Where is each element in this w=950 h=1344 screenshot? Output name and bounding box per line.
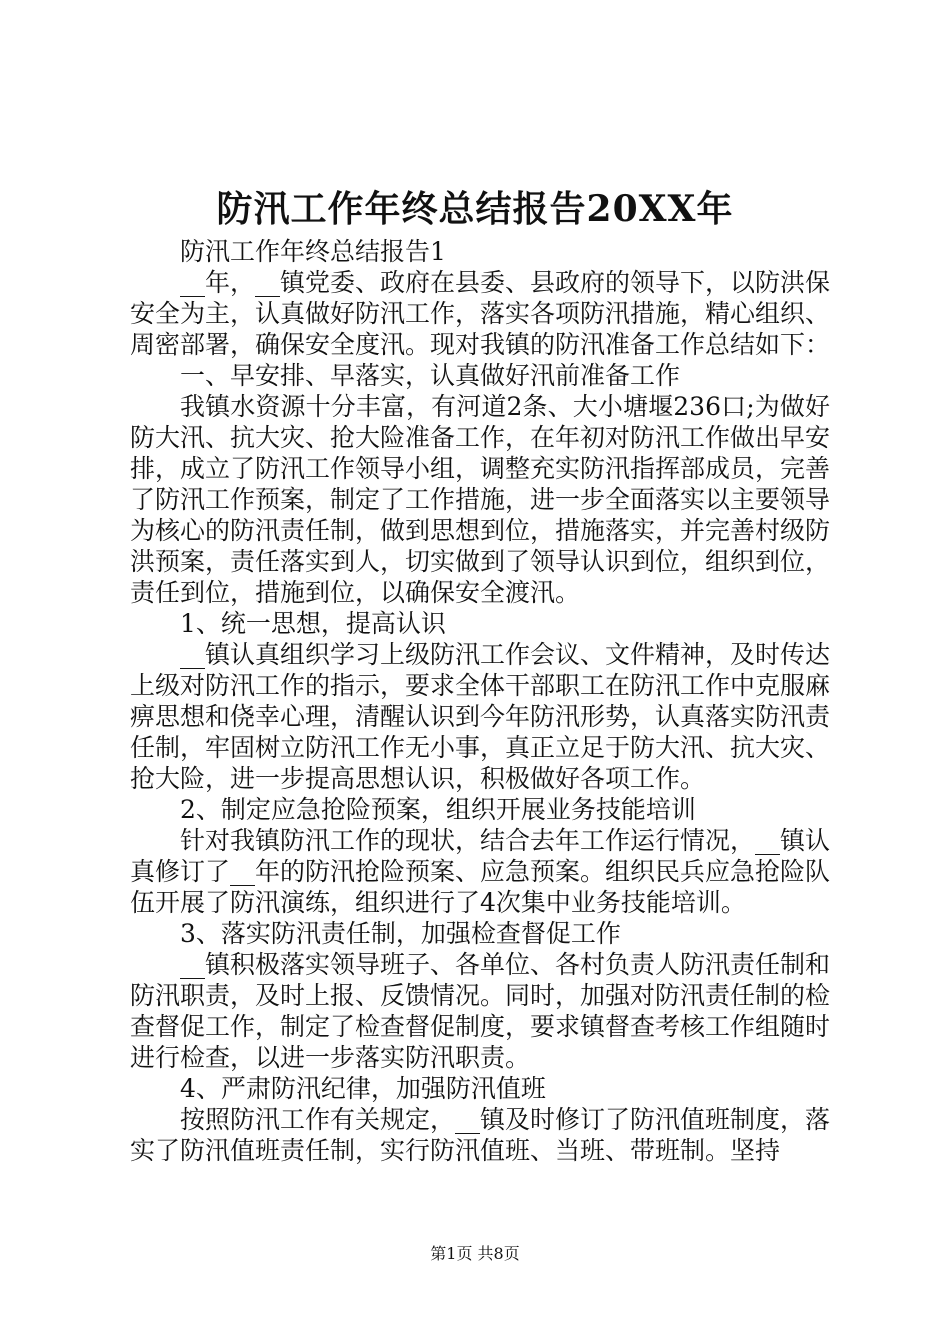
section-heading: 3、落实防汛责任制，加强检查督促工作 [180,919,621,948]
section-heading: 一、早安排、早落实，认真做好汛前准备工作 [180,361,681,390]
paragraph: 针对我镇防汛工作的现状，结合去年工作运行情况，__镇认真修订了__年的防汛抢险预案、应急预案。组织民兵应急抢险队伍开展了防汛演练，组织进行了4次集中业务技能培训。 [130,826,831,917]
section-heading: 2、制定应急抢险预案，组织开展业务技能培训 [180,795,696,824]
section-heading: 1、统一思想，提高认识 [180,609,446,638]
document-body [130,236,830,1166]
paragraph: 我镇水资源十分丰富，有河道2条、大小塘堰236口;为做好防大汛、抗大灾、抢大险准备工作，在年初对防汛工作做出早安排，成立了防汛工作领导小组，调整充实防汛指挥部成员，完善了防汛工作预案，制定了工作措施，进一步全面落实以主要领导为核心的防汛责任制，做到思想到位，措施落实，并完善村级防洪预案，责任落实到人，切实做到了领导认识到位，组织到位，责任到位，措施到位，以确保安全渡汛。 [130,392,831,607]
paragraph: 按照防汛工作有关规定，__镇及时修订了防汛值班制度，落实了防汛值班责任制，实行防汛值班、当班、带班制。坚持 [130,1105,831,1165]
paragraph: __年，__镇党委、政府在县委、县政府的领导下，以防洪保安全为主，认真做好防汛工作，落实各项防汛措施，精心组织、周密部署，确保安全度汛。现对我镇的防汛准备工作总结如下： [130,268,831,359]
document-title: 防汛工作年终总结报告20XX年 [216,188,734,230]
paragraph: __镇积极落实领导班子、各单位、各村负责人防汛责任制和防汛职责，及时上报、反馈情况。同时，加强对防汛责任制的检查督促工作，制定了检查督促制度，要求镇督查考核工作组随时进行检查，以进一步落实防汛职责。 [130,950,831,1072]
page-footer: 第1页 共8页 [430,1244,520,1263]
paragraph: __镇认真组织学习上级防汛工作会议、文件精神，及时传达上级对防汛工作的指示，要求全体干部职工在防汛工作中克服麻痹思想和侥幸心理，清醒认识到今年防汛形势，认真落实防汛责任制，牢固树立防汛工作无小事，真正立足于防大汛、抗大灾、抢大险，进一步提高思想认识，积极做好各项工作。 [130,640,831,793]
section-heading: 4、严肃防汛纪律，加强防汛值班 [180,1074,546,1103]
paragraph: 防汛工作年终总结报告1 [180,237,446,266]
